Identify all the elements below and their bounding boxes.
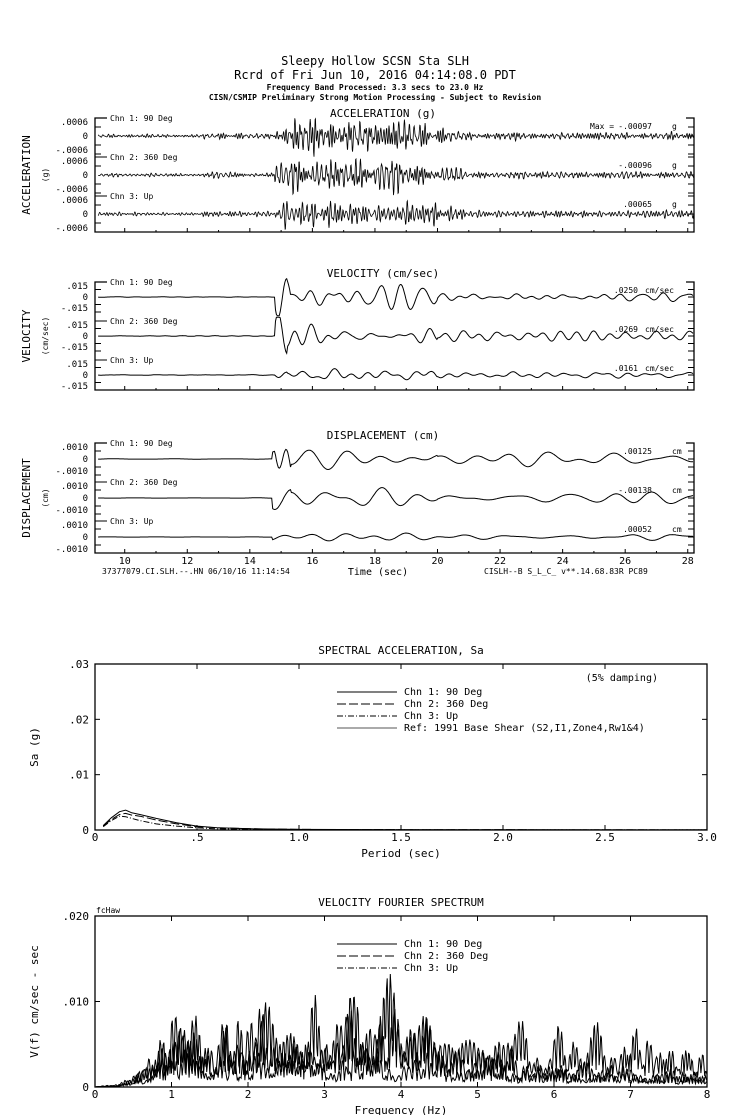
y-tick-label-bottom: -.0010	[55, 467, 88, 477]
trace-line	[98, 488, 693, 510]
x-tick-label: 16	[306, 556, 319, 567]
y-tick-label: .01	[69, 768, 89, 782]
channel-label: Chn 3: Up	[110, 356, 154, 365]
displacement-unit-label: (cm)	[41, 488, 50, 508]
sa-series-line	[103, 816, 707, 830]
y-tick-label-bottom: -.015	[60, 304, 88, 314]
y-tick-label-bottom: -.0006	[55, 224, 88, 234]
x-tick-label: 1.5	[391, 831, 411, 844]
displacement-title: DISPLACEMENT (cm)	[326, 429, 440, 442]
channel-label: Chn 3: Up	[110, 192, 154, 201]
channel-max-value: .00052	[623, 525, 652, 534]
header-record-time: Rcrd of Fri Jun 10, 2016 04:14:08.0 PDT	[234, 68, 516, 82]
y-tick-label-top: .0006	[60, 118, 88, 128]
x-tick-label: 12	[181, 556, 194, 567]
x-tick-label: 28	[681, 556, 694, 567]
header-station: Sleepy Hollow SCSN Sta SLH	[281, 54, 469, 68]
displacement-panel	[20, 429, 694, 567]
velocity-unit-label: (cm/sec)	[41, 316, 50, 356]
velocity-channel-3	[61, 356, 694, 392]
trace-line	[98, 449, 693, 469]
y-tick-label-bottom: -.015	[60, 382, 88, 392]
legend-label: Chn 2: 360 Deg	[404, 951, 489, 962]
channel-unit: g	[672, 161, 677, 170]
acceleration-channel-2	[55, 153, 694, 195]
y-tick-label: .010	[62, 995, 89, 1009]
channel-unit: g	[672, 122, 677, 131]
velocity-channel-1	[61, 278, 694, 316]
y-tick-label: .03	[69, 658, 89, 671]
acceleration-channel-1	[55, 114, 694, 157]
channel-max-value: .00065	[623, 200, 652, 209]
channel-label: Chn 3: Up	[110, 517, 154, 526]
x-tick-label: 2.5	[595, 831, 615, 844]
y-tick-label-zero: 0	[82, 210, 88, 220]
y-tick-label-zero: 0	[82, 455, 88, 465]
x-tick-label: 18	[368, 556, 381, 567]
y-tick-label: .020	[62, 910, 89, 923]
y-tick-label-bottom: -.0010	[55, 545, 88, 555]
x-tick-label: 24	[556, 556, 569, 567]
trace-line	[98, 533, 693, 541]
y-tick-label-top: .015	[66, 360, 88, 370]
channel-label: Chn 1: 90 Deg	[110, 114, 173, 123]
fourier-title: VELOCITY FOURIER SPECTRUM	[318, 896, 484, 909]
y-tick-label-zero: 0	[82, 132, 88, 142]
x-tick-label: 3.0	[697, 831, 717, 844]
y-tick-label-top: .0010	[60, 443, 88, 453]
y-tick-label-top: .015	[66, 321, 88, 331]
y-tick-label-zero: 0	[82, 293, 88, 303]
x-tick-label: 1.0	[289, 831, 309, 844]
channel-label: Chn 1: 90 Deg	[110, 439, 173, 448]
x-tick-label: 20	[431, 556, 444, 567]
y-tick-label: 0	[82, 1081, 89, 1094]
fourier-x-axis-label: Frequency (Hz)	[354, 1104, 448, 1115]
channel-label: Chn 2: 360 Deg	[110, 153, 178, 162]
legend-label: Ref: 1991 Base Shear (S2,I1,Zone4,Rw1&4)	[404, 723, 645, 734]
trace-line	[98, 369, 693, 380]
acceleration-title: ACCELERATION (g)	[330, 107, 436, 120]
channel-max-value: -.00138	[618, 486, 652, 495]
y-tick-label: .02	[69, 713, 89, 727]
max-label: Max =	[590, 122, 615, 131]
fourier-y-axis-label: V(f) cm/sec - sec	[28, 945, 41, 1058]
footer-event-id: 37377079.CI.SLH.--.HN 06/10/16 11:14:54	[102, 567, 290, 576]
channel-max-value: .0250	[613, 286, 638, 295]
y-tick-label-zero: 0	[82, 332, 88, 342]
channel-max-value: .0269	[613, 325, 638, 334]
x-tick-label: 2.0	[493, 831, 513, 844]
velocity-channel-2	[61, 317, 694, 353]
acceleration-panel	[20, 107, 694, 234]
y-tick-label-zero: 0	[82, 171, 88, 181]
sa-title: SPECTRAL ACCELERATION, Sa	[318, 644, 484, 657]
x-tick-label: 0	[91, 831, 99, 844]
channel-max-value: .0161	[613, 364, 638, 373]
y-tick-label-top: .0010	[60, 482, 88, 492]
fourier-series-line	[95, 974, 707, 1087]
legend-label: Chn 1: 90 Deg	[404, 939, 483, 950]
sa-x-axis-label: Period (sec)	[361, 847, 441, 860]
legend-label: Chn 3: Up	[404, 711, 459, 722]
x-tick-label: 8	[703, 1088, 711, 1101]
sa-series-line	[103, 810, 707, 830]
x-tick-label: 2	[244, 1088, 252, 1101]
y-tick-label-top: .0006	[60, 157, 88, 167]
fourier-spectrum-panel	[28, 896, 710, 1115]
trace-line	[98, 159, 694, 195]
channel-unit: cm/sec	[645, 325, 674, 334]
x-tick-label: 3	[321, 1088, 328, 1101]
sa-series-line	[103, 813, 707, 830]
channel-unit: cm/sec	[645, 286, 674, 295]
sa-frame	[95, 664, 707, 830]
acceleration-axis-label: ACCELERATION	[20, 135, 33, 215]
acceleration-unit-label: (g)	[41, 167, 50, 183]
y-tick-label: 0	[82, 824, 89, 837]
legend-label: Chn 1: 90 Deg	[404, 687, 483, 698]
displacement-channel-1	[55, 439, 694, 477]
x-tick-label: 4	[397, 1088, 405, 1101]
trace-line	[98, 279, 693, 316]
trace-line	[98, 201, 694, 229]
y-tick-label-bottom: -.0006	[55, 185, 88, 195]
legend-label: Chn 2: 360 Deg	[404, 699, 489, 710]
y-tick-label-bottom: -.0006	[55, 146, 88, 156]
legend-label: Chn 3: Up	[404, 963, 459, 974]
y-tick-label-top: .015	[66, 282, 88, 292]
x-tick-label: 7	[627, 1088, 634, 1101]
velocity-title: VELOCITY (cm/sec)	[326, 267, 440, 280]
x-tick-label: 5	[474, 1088, 481, 1101]
spectral-acceleration-panel	[28, 644, 717, 860]
channel-unit: cm	[672, 525, 682, 534]
channel-max-value: .00125	[623, 447, 652, 456]
sa-y-axis-label: Sa (g)	[28, 727, 41, 767]
x-tick-label: 6	[550, 1088, 558, 1101]
header-frequency-band: Frequency Band Processed: 3.3 secs to 23.0 Hz	[266, 83, 484, 92]
trace-line	[98, 317, 693, 353]
acceleration-channel-3	[55, 192, 694, 234]
channel-unit: g	[672, 200, 677, 209]
y-tick-label-bottom: -.015	[60, 343, 88, 353]
fourier-series-line	[95, 997, 707, 1087]
channel-max-value: -.00096	[618, 161, 652, 170]
x-tick-label: 10	[118, 556, 131, 567]
channel-label: Chn 1: 90 Deg	[110, 278, 173, 287]
displacement-axis-label: DISPLACEMENT	[20, 458, 33, 538]
x-tick-label: 1	[168, 1088, 175, 1101]
velocity-axis-label: VELOCITY	[20, 309, 33, 363]
damping-annotation: (5% damping)	[585, 673, 658, 684]
y-tick-label-top: .0010	[60, 521, 88, 531]
channel-unit: cm/sec	[645, 364, 674, 373]
y-tick-label-top: .0006	[60, 196, 88, 206]
displacement-channel-2	[55, 478, 694, 516]
velocity-panel	[20, 267, 694, 392]
x-tick-label: 0	[91, 1088, 99, 1101]
y-tick-label-zero: 0	[82, 533, 88, 543]
channel-unit: cm	[672, 447, 682, 456]
channel-max-value: -.00097	[618, 122, 652, 131]
x-tick-label: 22	[494, 556, 507, 567]
channel-unit: cm	[672, 486, 682, 495]
channel-label: Chn 2: 360 Deg	[110, 317, 178, 326]
footer-processing-id: CISLH--B S_L_C_ v**.14.68.83R PC89	[484, 567, 648, 576]
x-tick-label: 26	[619, 556, 632, 567]
corner-label: fcHaw	[96, 906, 121, 915]
y-tick-label-zero: 0	[82, 494, 88, 504]
x-tick-label: .5	[190, 831, 204, 844]
header-disclaimer: CISN/CSMIP Preliminary Strong Motion Processing - Subject to Revision	[208, 93, 542, 102]
channel-label: Chn 2: 360 Deg	[110, 478, 178, 487]
y-tick-label-zero: 0	[82, 371, 88, 381]
time-axis-label: Time (sec)	[347, 567, 409, 578]
x-tick-label: 14	[243, 556, 256, 567]
y-tick-label-bottom: -.0010	[55, 506, 88, 516]
